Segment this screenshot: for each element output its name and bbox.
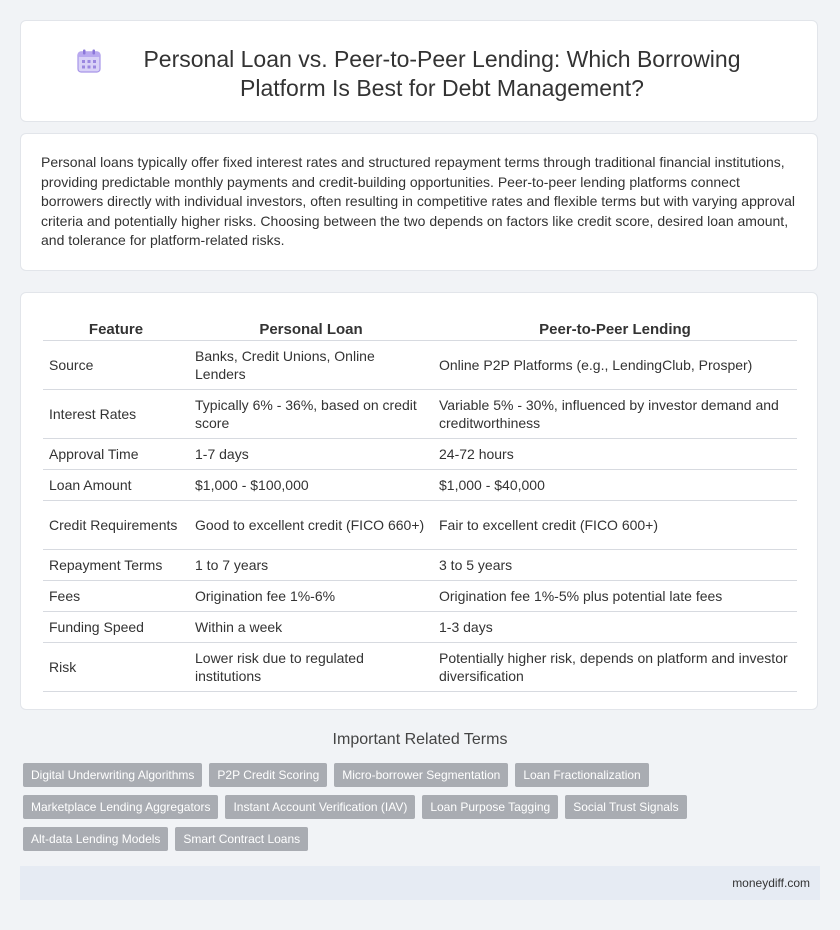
p2p-cell: Potentially higher risk, depends on platform and investor diversification — [433, 643, 797, 692]
table-header-row — [43, 313, 797, 341]
feature-cell: Credit Requirements — [43, 501, 189, 550]
site-name[interactable]: moneydiff.com — [732, 876, 810, 890]
feature-cell: Repayment Terms — [43, 550, 189, 581]
intro-paragraph: Personal loans typically offer fixed interest rates and structured repayment terms through traditional financial institutions, providing predictable monthly payments and credit-building opportunities. Peer-to-peer lending platforms connect borrowers directly with individual investors, often resulting in competitive rates and flexible terms but with varying approval criteria and potentially higher risks. Choosing between the two depends on factors like credit score, desired loan amount, and tolerance for platform-related risks. — [41, 154, 796, 249]
p2p-cell: 1-3 days — [433, 612, 797, 643]
page-title: Personal Loan vs. Peer-to-Peer Lending: Which Borrowing Platform Is Best for Debt Management? — [143, 46, 741, 101]
feature-cell: Loan Amount — [43, 470, 189, 501]
personal-loan-cell: 1-7 days — [189, 439, 433, 470]
related-term-tag[interactable]: Alt-data Lending Models — [23, 827, 168, 851]
p2p-cell: Fair to excellent credit (FICO 600+) — [433, 501, 797, 550]
personal-loan-cell: $1,000 - $100,000 — [189, 470, 433, 501]
related-term-tag[interactable]: Digital Underwriting Algorithms — [23, 763, 202, 787]
footer — [20, 866, 820, 900]
table-row — [43, 470, 797, 501]
personal-loan-cell: Within a week — [189, 612, 433, 643]
personal-loan-cell: Banks, Credit Unions, Online Lenders — [189, 341, 433, 390]
feature-cell: Funding Speed — [43, 612, 189, 643]
header-feature: Feature — [43, 313, 189, 341]
table-row — [43, 581, 797, 612]
related-terms-list — [23, 763, 803, 851]
related-term-tag[interactable]: Micro-borrower Segmentation — [334, 763, 508, 787]
related-term-tag[interactable]: Smart Contract Loans — [175, 827, 308, 851]
related-term-tag[interactable]: Marketplace Lending Aggregators — [23, 795, 218, 819]
personal-loan-cell: Origination fee 1%-6% — [189, 581, 433, 612]
related-term-tag[interactable]: Instant Account Verification (IAV) — [225, 795, 415, 819]
related-term-tag[interactable]: Social Trust Signals — [565, 795, 686, 819]
personal-loan-cell: Lower risk due to regulated institutions — [189, 643, 433, 692]
p2p-cell: 3 to 5 years — [433, 550, 797, 581]
p2p-cell: 24-72 hours — [433, 439, 797, 470]
comparison-table — [43, 313, 797, 692]
feature-cell: Risk — [43, 643, 189, 692]
personal-loan-cell: 1 to 7 years — [189, 550, 433, 581]
feature-cell: Interest Rates — [43, 390, 189, 439]
feature-cell: Source — [43, 341, 189, 390]
related-term-tag[interactable]: Loan Purpose Tagging — [422, 795, 558, 819]
p2p-cell: Online P2P Platforms (e.g., LendingClub, Prosper) — [433, 341, 797, 390]
feature-cell: Fees — [43, 581, 189, 612]
table-row — [43, 341, 797, 390]
comparison-card — [20, 292, 818, 710]
title-card — [20, 20, 818, 122]
related-terms-heading: Important Related Terms — [332, 731, 508, 748]
personal-loan-cell: Typically 6% - 36%, based on credit score — [189, 390, 433, 439]
table-row — [43, 612, 797, 643]
related-term-tag[interactable]: Loan Fractionalization — [515, 763, 648, 787]
header-personal-loan: Personal Loan — [189, 313, 433, 341]
table-row — [43, 439, 797, 470]
intro-card — [20, 133, 818, 271]
p2p-cell: Variable 5% - 30%, influenced by investor demand and creditworthiness — [433, 390, 797, 439]
related-term-tag[interactable]: P2P Credit Scoring — [209, 763, 327, 787]
calendar-icon — [76, 48, 102, 74]
table-row — [43, 643, 797, 692]
feature-cell: Approval Time — [43, 439, 189, 470]
p2p-cell: $1,000 - $40,000 — [433, 470, 797, 501]
personal-loan-cell: Good to excellent credit (FICO 660+) — [189, 501, 433, 550]
table-row — [43, 550, 797, 581]
p2p-cell: Origination fee 1%-5% plus potential late fees — [433, 581, 797, 612]
header-p2p-lending: Peer-to-Peer Lending — [433, 313, 797, 341]
table-row — [43, 390, 797, 439]
table-row — [43, 501, 797, 550]
